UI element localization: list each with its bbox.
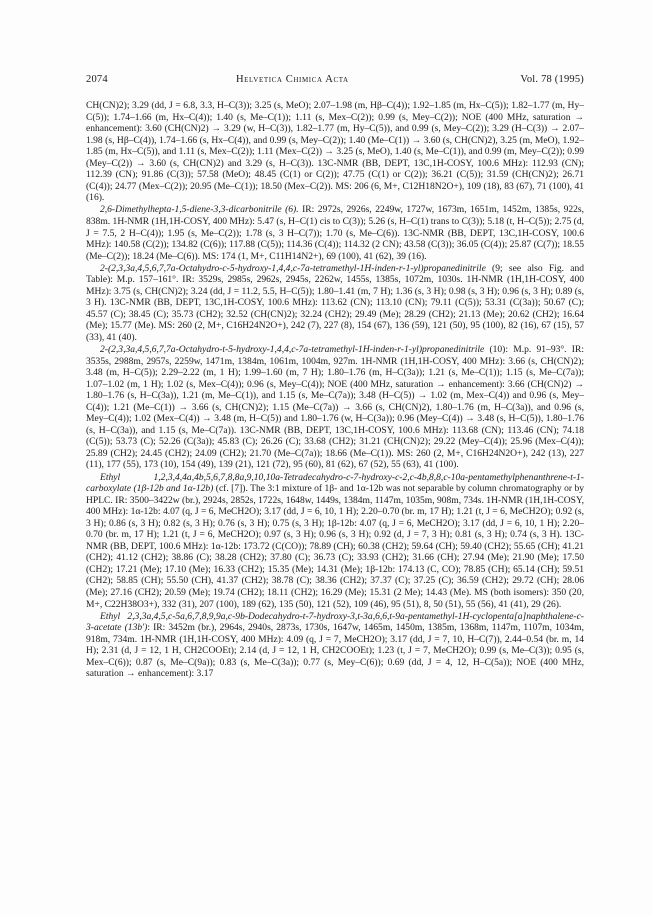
- paragraph-compound-10: [86, 344, 584, 471]
- paragraph-continuation: [86, 100, 584, 204]
- compound-title: Ethyl 2,3,3a,4,5,c-5a,6,7,8,9,9a,c-9b-Dodecahydro-t-7-hydroxy-3,t-3a,6,6,t-9a-pentamethyl-1H-cyclopenta[a]naphthalene-c-3-acetate (13b'): [86, 610, 584, 634]
- paragraph-compound-9: [86, 263, 584, 344]
- paragraph-text: (10): M.p. 91–93°. IR: 3535s, 2988m, 2957s, 2259w, 1471m, 1384m, 1061m, 1004m, 927m. 1H-NMR (1H,1H-COSY, 400 MHz): 3.66 (s, CH(CN)2); 3.48 (m, H–C(5)); 2.29–2.22 (m, 1 H); 1.99–1.60 (m, 7 H); 1.80–1.76 (m, H–C(3a)); 1.21 (s, Me–C(1)); 1.15 (s, Me–C(7a)); 1.07–1.02 (m, 1 H); 1.02 (s, Mex–C(4)); 0.96 (s, Mey–C(4)); NOE (400 MHz, saturation → enhancement): 3.66 (CH(CN)2) → 1.80–1.76 (s, H–C(3a)), 1.21 (m, Me–C(1)), and 1.15 (s, Me–C(7a)); 3.48 (H–C(5)) → 1.02 (m, Mex–C(4)) and 0.96 (s, Mey–C(4)); 1.21 (Me–C(1)) → 3.66 (s, CH(CN)2); 1.15 (Me–C(7a)) → 3.66 (s, CH(CN)2), 1.80–1.76 (m, H–C(3a)), and 0.96 (s, Mey–C(4)); 1.02 (Mex–C(4)) → 3.48 (m, H–C(5)) and 1.80–1.76 (w, H–C(3a)); 0.96 (Mey–C(4)) → 3.48 (s, H–C(5)), 1.80–1.76 (s, H–C(3a)), and 1.15 (s, Me–C(7a)). 13C-NMR (BB, DEPT, 13C,1H-COSY, 100.6 MHz): 113.68 (CN); 113.46 (CN); 74.18 (C(5)); 53.73 (C); 52.26 (C(3a)); 45.83 (C); 26.26 (C); 33.68 (CH2); 31.21 (CH(CN)2); 29.22 (Mey–C(4)); 25.96 (Mex–C(4)); 25.89 (CH2); 24.45 (CH2); 24.09 (CH2); 21.70 (Me–C(7a)); 18.66 (Me–C(1)). MS: 260 (2, M+, C16H24N2O+), 242 (13), 227 (11), 177 (55), 173 (10), 154 (49), 139 (21), 121 (72), 95 (60), 81 (62), 67 (52), 55 (63), 41 (100).: [86, 343, 584, 471]
- page-header: [86, 74, 584, 88]
- paragraph-compound-6: [86, 204, 584, 262]
- paragraph-text: CH(CN)2); 3.29 (dd, J = 6.8, 3.3, H–C(3)); 3.25 (s, MeO); 2.07–1.98 (m, Hβ–C(4)); 1.92–1.85 (m, Hx–C(5)); 1.82–1.77 (m, Hy–C(5)); 1.74–1.66 (m, Hx–C(4)); 1.40 (s, Me–C(1)); 1.11 (s, Mex–C(2)); 0.99 (s, Mey–C(2)); NOE (400 MHz, saturation → enhancement): 3.60 (CH(CN)2) → 3.29 (w, H–C(3)), 1.82–1.77 (m, Hy–C(5)), and 0.99 (s, Mey–C(2)); 3.29 (H–C(3)) → 2.07–1.98 (s, Hβ–C(4)), 1.74–1.66 (s, Hx–C(4)), and 0.99 (s, Mey–C(2)); 1.40 (Me–C(1)) → 3.60 (s, CH(CN)2), 3.25 (m, MeO), 1.92–1.85 (m, Hx–C(5)), and 1.11 (s, Mex–C(2)); 1.11 (Mex–C(2)) → 3.25 (s, MeO), 1.40 (s, Me–C(1)), and 0.99 (m, Mey–C(2)); 0.99 (Mey–C(2)) → 3.60 (s, CH(CN)2) and 3.29 (s, H–C(3)). 13C-NMR (BB, DEPT, 13C,1H-COSY, 100.6 MHz): 112.93 (CN); 112.39 (CN); 91.86 (C(3)); 57.58 (MeO); 48.45 (C(1) or C(2)); 47.75 (C(1) or C(2)); 36.21 (C(5)); 31.59 (CH(CN)2); 26.71 (C(4)); 24.77 (Mex–C(2)); 20.95 (Me–C(1)); 18.50 (Mex–C(2)). MS: 206 (6, M+, C12H18N2O+), 109 (18), 83 (67), 71 (100), 41 (16).: [86, 100, 584, 204]
- paragraph-text: IR: 2972s, 2926s, 2249w, 1727w, 1673m, 1651m, 1452m, 1385s, 922s, 838m. 1H-NMR (1H,1H-COSY, 400 MHz): 5.47 (s, H–C(1) cis to C(3)); 5.26 (s, H–C(1) trans to C(3)); 5.18 (t, H–C(5)); 2.75 (d, J = 7.5, 2 H–C(4)); 1.95 (s, Me–C(2)); 1.78 (s, 3 H–C(7)); 1.70 (s, Me–C(6)). 13C-NMR (BB, DEPT, 13C,1H-COSY, 100.6 MHz): 140.58 (C(2)); 134.82 (C(6)); 117.88 (C(5)); 114.36 (C(4)); 114.32 (2 CN); 43.58 (C(3)); 36.05 (C(4)); 25.87 (C(7)); 18.55 (Me–C(2)); 18.24 (Me–C(6)). MS: 174 (1, M+, C11H14N2+), 69 (100), 41 (62), 39 (16).: [86, 204, 584, 262]
- paragraph-compound-12b: [86, 472, 584, 611]
- paragraph-text: (9; see also Fig. and Table): M.p. 157–161°. IR: 3529s, 2985s, 2962s, 2945s, 2262w, 1455s, 1385s, 1072m, 1030s. 1H-NMR (1H,1H-COSY, 400 MHz): 3.75 (s, CH(CN)2); 3.24 (dd, J = 11.2, 5.5, H–C(5)); 1.80–1.41 (m, 7 H); 1.36 (s, 3 H); 0.98 (s, 3 H); 0.96 (s, 3 H); 0.89 (s, 3 H). 13C-NMR (BB, DEPT, 13C,1H-COSY, 100.6 MHz): 113.62 (CN); 113.10 (CN); 79.11 (C(5)); 53.31 (C(3a)); 50.67 (C); 45.57 (C); 38.45 (C); 35.73 (CH2); 32.52 (CH(CN)2); 32.24 (CH2); 29.49 (Me); 28.29 (CH2); 21.13 (Me); 20.62 (CH2); 16.64 (Me); 15.77 (Me). MS: 260 (2, M+, C16H24N2O+), 242 (7), 227 (8), 154 (67), 136 (59), 121 (50), 95 (100), 82 (16), 67 (15), 57 (33), 41 (40).: [86, 262, 584, 343]
- page-number: 2074: [86, 74, 108, 85]
- compound-title: 2-(2,3,3a,4,5,6,7,7a-Octahydro-c-5-hydroxy-1,4,4,c-7a-tetramethyl-1H-inden-r-1-yl)propanedinitrile: [100, 262, 486, 274]
- journal-title: Helvetica Chimica Acta: [236, 74, 349, 85]
- experimental-text: [86, 100, 584, 680]
- compound-title: 2-(2,3,3a,4,5,6,7,7a-Octahydro-t-5-hydroxy-1,4,4,c-7a-tetramethyl-1H-inden-r-1-yl)propanedinitrile: [100, 343, 485, 355]
- paragraph-text: (cf. [7]). The 3:1 mixture of 1β- and 1α-12b was not separable by column chromatography or by HPLC. IR: 3500–3422w (br.), 2924s, 2852s, 1722s, 1648w, 1449s, 1384m, 1147m, 1035m, 908m, 734s. 1H-NMR (1H,1H-COSY, 400 MHz): 1α-12b: 4.07 (q, J = 6, MeCH2O); 3.17 (dd, J = 6, 10, 1 H); 2.20–0.70 (br. m, 17 H); 1.21 (t, J = 6, MeCH2O); 0.92 (s, 3 H); 0.86 (s, 3 H); 0.82 (s, 3 H); 0.76 (s, 3 H); 0.75 (s, 3 H); 1β-12b: 4.07 (q, J = 6, MeCH2O); 3.17 (dd, J = 6, 10, 1 H); 2.20–0.70 (br. m, 17 H); 1.21 (t, J = 6, MeCH2O); 0.97 (s, 3 H); 0.96 (s, 3 H); 0.92 (d, J = 7, 3 H); 0.81 (s, 3 H); 0.74 (s, 3 H). 13C-NMR (BB, DEPT, 100.6 MHz): 1α-12b: 173.72 (C(CO)); 78.89 (CH); 60.38 (CH2); 59.64 (CH); 59.40 (CH2); 55.65 (CH); 41.21 (CH2); 41.12 (CH2); 38.86 (C); 38.28 (CH2); 37.80 (C); 36.73 (C); 33.93 (CH2); 31.66 (CH); 27.94 (Me); 21.90 (Me); 17.50 (CH2); 17.21 (Me); 17.10 (Me); 16.33 (CH2); 15.35 (Me); 14.31 (Me); 1β-12b: 174.13 (C, CO); 78.85 (CH); 65.14 (CH); 59.51 (CH2); 58.85 (CH); 55.50 (CH), 41.37 (CH2); 38.78 (C); 38.36 (CH2); 37.37 (C); 37.25 (C); 36.59 (CH2); 29.72 (CH); 28.06 (Me); 27.16 (CH2); 20.59 (Me); 19.74 (CH2); 18.11 (CH2); 16.29 (Me); 15.31 (2 Me); 14.43 (Me). MS (both isomers): 350 (20, M+, C22H38O3+), 332 (31), 207 (100), 189 (62), 135 (50), 121 (52), 109 (46), 95 (51), 8, 50 (51), 55 (56), 41 (41), 29 (26).: [86, 483, 584, 610]
- volume-info: Vol. 78 (1995): [520, 74, 584, 85]
- paragraph-text: : IR: 3452m (br.), 2964s, 2940s, 2873s, 1730s, 1647w, 1465m, 1450m, 1385m, 1368m, 1147m, 1107m, 1034m, 918m, 734m. 1H-NMR (1H,1H-COSY, 400 MHz): 4.09 (q, J = 7, MeCH2O); 3.17 (dd, J = 7, 10, H–C(7)), 2.44–0.54 (br. m, 14 H); 2.31 (d, J = 12, 1 H, CH2COOEt); 2.14 (d, J = 12, 1 H, CH2COOEt); 1.23 (t, J = 7, MeCH2O); 0.99 (s, Me–C(3)); 0.95 (s, Mex–C(6)); 0.87 (s, Me–C(9a)); 0.83 (s, Me–C(3a)); 0.77 (s, Mey–C(6)); 0.69 (dd, J = 4, 12, H–C(5a)); NOE (400 MHz, saturation → enhancement): 3.17: [86, 622, 584, 680]
- paragraph-compound-13b: [86, 611, 584, 680]
- compound-title: Ethyl 1,2,3,4,4a,4b,5,6,7,8,8a,9,10,10a-Tetradecahydro-c-7-hydroxy-c-2,c-4b,8,8,c-10a-pentamethylphenanthrene-t-1-carboxylate (1β-12b and 1α-12b): [86, 471, 584, 495]
- compound-title: 2,6-Dimethylhepta-1,5-diene-3,3-dicarbonitrile (6).: [100, 204, 299, 216]
